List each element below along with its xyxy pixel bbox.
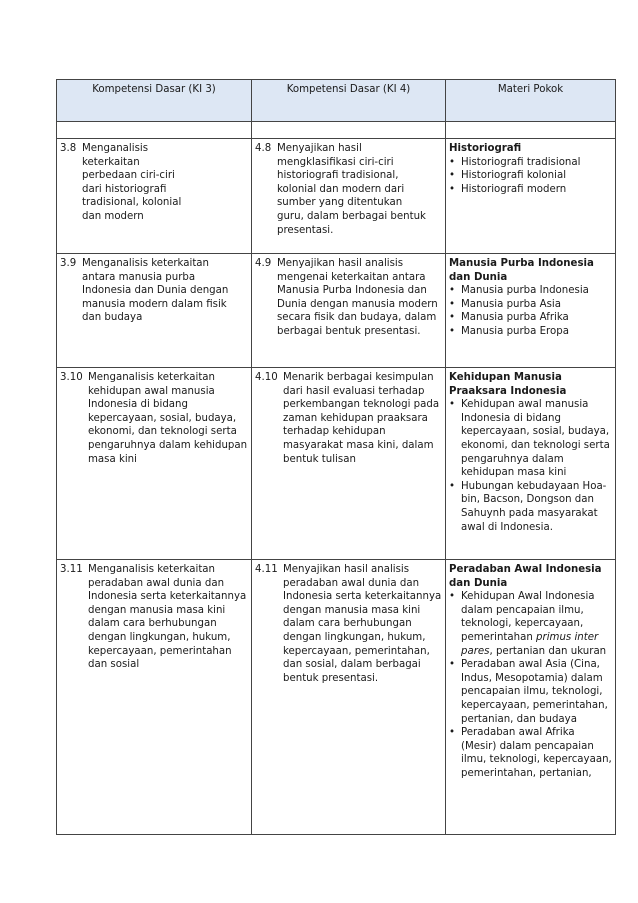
bullet-icon: • — [449, 183, 456, 195]
list-item: • Kehidupan Awal Indonesia dalam pencapaian ilmu, teknologi, kepercayaan, pemerintahan primus inter pares, pertanian dan ukuran — [449, 591, 607, 657]
kd3-cell — [57, 368, 252, 560]
list-item: • Manusia purba Eropa — [449, 325, 569, 337]
kompetensi-table — [56, 79, 616, 835]
kd4-text: Menyajikan hasil analisis peradaban awal dunia dan Indonesia serta keterkaitannya dengan manusia masa kini dalam cara berhubungan dengan lingkungan, hukum, kepercayaan, pemerintahan, dan sosial, dalam berbagai bentuk presentasi. — [283, 564, 442, 684]
list-item: • Manusia purba Asia — [449, 298, 561, 310]
kd4-text: Menyajikan hasil analisis mengenai keterkaitan antara Manusia Purba Indonesia dan Dunia dengan manusia modern secara fisik dan budaya, dalam berbagai bentuk presentasi. — [277, 258, 438, 337]
kd3-cell — [57, 139, 252, 254]
list-item: • Hubungan kebudayaan Hoa-bin, Bacson, Dongson dan Sahuynh pada masyarakat awal di Indonesia. — [449, 480, 607, 533]
table-row — [57, 254, 616, 368]
list-item: • Manusia purba Indonesia — [449, 285, 589, 297]
bullet-icon: • — [449, 399, 456, 411]
header-materi: Materi Pokok — [446, 80, 616, 122]
spacer-row — [57, 122, 616, 139]
kd4-cell — [252, 254, 446, 368]
kd3-number: 3.10 — [60, 372, 83, 383]
materi-title: Manusia Purba Indonesia dan Dunia — [449, 258, 594, 283]
bullet-icon: • — [449, 480, 456, 492]
bullet-icon: • — [449, 285, 456, 297]
materi-cell — [446, 254, 616, 368]
spacer-cell — [446, 122, 616, 139]
kd4-number: 4.9 — [255, 258, 272, 269]
list-item: • Historiografi kolonial — [449, 170, 567, 182]
list-item: • Peradaban awal Afrika (Mesir) dalam pencapaian ilmu, teknologi, kepercayaan, pemerintahan, pertanian, — [449, 727, 612, 779]
list-item: • Peradaban awal Asia (Cina, Indus, Mesopotamia) dalam pencapaian ilmu, teknologi, kepercayaan, pemerintahan, pertanian, dan budaya — [449, 659, 608, 725]
materi-title: Historiografi — [449, 143, 522, 154]
header-kd3: Kompetensi Dasar (KI 3) — [57, 80, 252, 122]
kd4-cell — [252, 368, 446, 560]
kd3-text: Menganalisis keterkaitan antara manusia purba Indonesia dan Dunia dengan manusia modern dalam fisik dan budaya — [82, 258, 229, 324]
materi-cell — [446, 139, 616, 254]
list-item: • Manusia purba Afrika — [449, 312, 569, 324]
header-kd4: Kompetensi Dasar (KI 4) — [252, 80, 446, 122]
kd3-cell — [57, 560, 252, 835]
kd3-text: Menganalisis keterkaitan kehidupan awal manusia Indonesia di bidang kepercayaan, sosial, budaya, ekonomi, dan teknologi serta pengaruhnya dalam kehidupan masa kini — [88, 372, 248, 465]
kd4-number: 4.10 — [255, 372, 278, 383]
kd3-text: Menganalisis keterkaitan perbedaan ciri-ciri dari historiografi tradisional, kolonial dan modern — [82, 143, 182, 222]
bullet-icon: • — [449, 170, 456, 182]
list-item: • Historiografi modern — [449, 183, 567, 195]
bullet-icon: • — [449, 312, 456, 324]
spacer-cell — [57, 122, 252, 139]
kd3-number: 3.8 — [60, 143, 77, 154]
bullet-icon: • — [449, 591, 456, 603]
kd3-number: 3.9 — [60, 258, 77, 269]
list-item: • Historiografi tradisional — [449, 156, 581, 168]
table-row — [57, 368, 616, 560]
bullet-icon: • — [449, 156, 456, 168]
table-row — [57, 139, 616, 254]
kd3-number: 3.11 — [60, 564, 83, 575]
kd4-number: 4.11 — [255, 564, 278, 575]
kd4-number: 4.8 — [255, 143, 272, 154]
bullet-icon: • — [449, 298, 456, 310]
materi-title: Kehidupan Manusia Praaksara Indonesia — [449, 372, 567, 397]
kd3-cell — [57, 254, 252, 368]
kd4-text: Menyajikan hasil mengklasifikasi ciri-ciri historiografi tradisional, kolonial dan modern dari sumber yang ditentukan guru, dalam berbagai bentuk presentasi. — [277, 143, 426, 236]
spacer-cell — [252, 122, 446, 139]
bullet-icon: • — [449, 325, 456, 337]
materi-title: Peradaban Awal Indonesia dan Dunia — [449, 564, 602, 589]
table-row — [57, 560, 616, 835]
kd4-cell — [252, 560, 446, 835]
kd4-cell — [252, 139, 446, 254]
materi-cell — [446, 368, 616, 560]
header-row — [57, 80, 616, 122]
materi-cell — [446, 560, 616, 835]
kd4-text: Menarik berbagai kesimpulan dari hasil evaluasi terhadap perkembangan teknologi pada zaman kehidupan praaksara terhadap kehidupan masyarakat masa kini, dalam bentuk tulisan — [283, 372, 440, 465]
bullet-icon: • — [449, 727, 456, 739]
bullet-icon: • — [449, 659, 456, 671]
kd3-text: Menganalisis keterkaitan peradaban awal dunia dan Indonesia serta keterkaitannya dengan manusia masa kini dalam cara berhubungan dengan lingkungan, hukum, kepercayaan, pemerintahan dan sosial — [88, 564, 247, 671]
list-item: • Kehidupan awal manusia Indonesia di bidang kepercayaan, sosial, budaya, ekonomi, dan teknologi serta pengaruhnya dalam kehidupan masa kini — [449, 399, 610, 479]
